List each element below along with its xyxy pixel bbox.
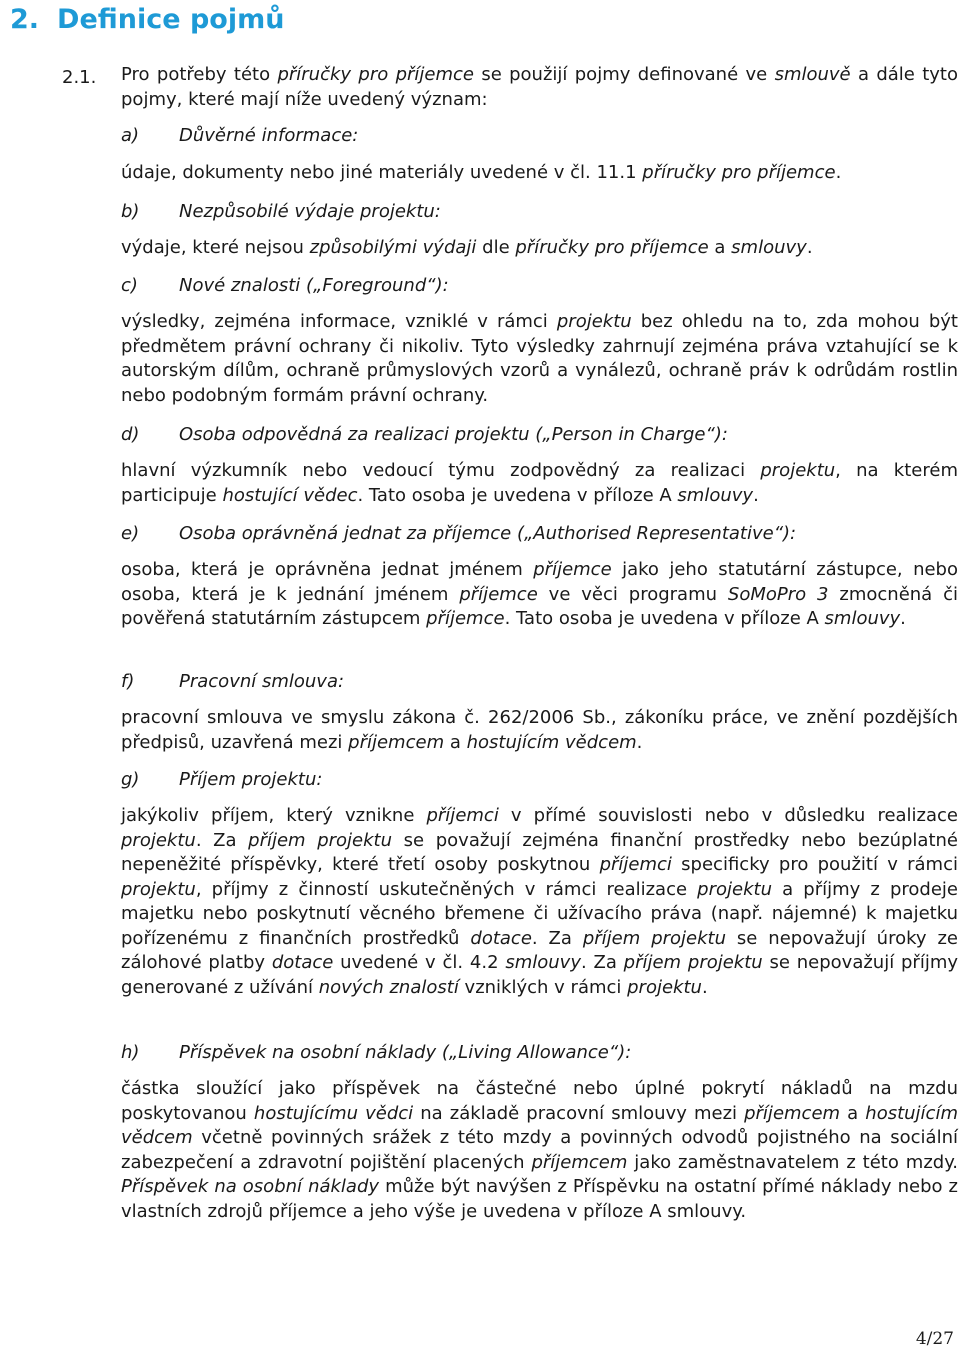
term-title-g (121, 768, 322, 792)
term-letter: a) (121, 125, 140, 146)
text-run: . Za (580, 952, 624, 973)
term-title-d (121, 423, 728, 447)
text-run: a (708, 237, 732, 258)
text-run: . (835, 162, 842, 183)
text-run: na základě pracovní smlouvy mezi (413, 1102, 745, 1124)
term-title: Osoba oprávněná jednat za příjemce („Authorised Representative“): (179, 523, 797, 544)
term-body-b (121, 236, 958, 261)
italic-term: smlouvy (731, 237, 807, 258)
italic-term: nových znalostí (318, 976, 459, 998)
term-letter: h) (121, 1042, 140, 1063)
italic-term: příručky pro příjemce (515, 237, 709, 258)
italic-term: příjemci (426, 805, 499, 826)
text-run: vzniklých v rámci (458, 976, 628, 998)
section-number: 2. (10, 4, 40, 35)
section-title: Definice pojmů (57, 4, 285, 35)
italic-term: způsobilými výdaji (309, 237, 477, 258)
text-run: ve věci programu (537, 583, 728, 605)
term-body-c (121, 310, 958, 408)
text-run: dle (476, 237, 516, 258)
page-number: 4/27 (915, 1329, 954, 1349)
text-run: . Za (195, 829, 249, 851)
italic-term: projektu (760, 460, 836, 481)
term-title: Příspěvek na osobní náklady („Living Allowance“): (179, 1042, 632, 1063)
term-title-a (121, 124, 358, 148)
italic-term: příjemcem (531, 1151, 628, 1173)
term-title-e (121, 522, 796, 546)
intro-paragraph (121, 63, 958, 112)
italic-term: dotace (470, 927, 532, 949)
text-run: . Za (531, 927, 583, 949)
term-title: Příjem projektu: (179, 769, 323, 790)
italic-term: příjemce (533, 559, 612, 580)
italic-term: příjem projektu (582, 927, 726, 949)
text-run: Pro potřeby této (121, 64, 278, 85)
text-run: částka sloužící jako příspěvek na částečné nebo úplné pokrytí nákladů na mzdu poskytovanou (121, 1078, 958, 1124)
italic-term: příjem projektu (248, 829, 393, 851)
italic-term: smlouvy (505, 952, 581, 973)
italic-term: projektu (121, 829, 196, 851)
text-run: jakýkoliv příjem, který vznikne (121, 805, 427, 826)
italic-term: projektu (627, 976, 702, 998)
term-body-h (121, 1077, 958, 1224)
text-run: a příjmy z prodeje majetku nebo poskytnutí věcného břemene či užívacího práva (např. nájemné) k majetku pořízenému z finančních prostředků (121, 878, 958, 949)
term-title-f (121, 670, 344, 694)
text-run: jako zaměstnavatelem z této mzdy. (627, 1151, 958, 1173)
italic-term: příjemce (459, 583, 538, 605)
text-run: výdaje, které nejsou (121, 237, 310, 258)
term-body-f (121, 706, 958, 755)
term-letter: e) (121, 523, 140, 544)
italic-term: projektu (121, 878, 196, 900)
text-run: osoba, která je oprávněna jednat jménem (121, 559, 534, 580)
intro-number: 2.1. (62, 67, 97, 88)
text-run: a (840, 1102, 866, 1124)
term-title: Osoba odpovědná za realizaci projektu („Person in Charge“): (179, 424, 728, 445)
text-run: se nepovažují příjmy generované z užívání (121, 952, 959, 998)
text-run: výsledky, zejména informace, vzniklé v rámci (121, 311, 557, 332)
italic-term: smlouvy (677, 484, 754, 506)
text-run: pracovní smlouva ve smyslu zákona č. 262/2006 Sb., zákoníku práce, ve znění pozdějších předpisů, uzavřená mezi (121, 707, 958, 753)
text-run: . (900, 608, 906, 629)
italic-term: Příspěvek na osobní náklady (121, 1176, 380, 1197)
text-run: , na kterém participuje (121, 460, 958, 506)
text-run: zmocněná či pověřená statutárním zástupcem (121, 583, 958, 629)
italic-term: projektu (697, 878, 772, 900)
text-run: se použijí pojmy definované ve (473, 64, 775, 85)
italic-term: hostujícím vědcem (121, 1102, 958, 1148)
italic-term: smlouvě (774, 64, 851, 85)
italic-term: příjemcem (744, 1102, 841, 1124)
term-title: Pracovní smlouva: (179, 671, 345, 692)
text-run: . (701, 976, 708, 998)
term-title-c (121, 274, 449, 298)
text-run: specificky pro použití v rámci (671, 854, 958, 875)
italic-term: hostujícím vědcem (466, 731, 637, 753)
text-run: . Tato osoba je uvedena v příloze A (357, 484, 678, 506)
term-body-g (121, 804, 958, 1000)
text-run: se považují zejména finanční prostředky nebo bezúplatné nepeněžité příspěvky, které třetí osoby poskytnou (121, 829, 959, 875)
term-letter: b) (121, 201, 140, 222)
term-body-a (121, 161, 958, 186)
text-run: hlavní výzkumník nebo vedoucí týmu zodpovědný za realizaci (121, 460, 761, 481)
italic-term: příručky pro příjemce (642, 162, 836, 183)
text-run: včetně povinných srážek z této mzdy a povinných odvodů pojistného na sociální zabezpečení a zdravotní pojištění placených (121, 1127, 958, 1173)
term-letter: g) (121, 769, 140, 790)
text-run: a dále tyto pojmy, které mají níže uvedený význam: (121, 64, 958, 110)
text-run: jako jeho statutární zástupce, nebo osoba, která je k jednání jménem (121, 559, 958, 605)
text-run: . (806, 237, 813, 258)
text-run: uvedené v čl. 4.2 (333, 952, 506, 973)
italic-term: příručky pro příjemce (277, 64, 474, 85)
text-run: bez ohledu na to, zda mohou být předmětem právní ochrany či nikoliv. Tyto výsledky zahrnují zejména práva vztahující se k autorským dílům, ochraně průmyslových vzorů a vynálezů, ochraně práv k odrůdám rostlin nebo podobným formám právní ochrany. (121, 311, 958, 406)
term-letter: c) (121, 275, 138, 296)
term-body-e (121, 558, 958, 632)
italic-term: projektu (556, 311, 632, 332)
text-run: údaje, dokumenty nebo jiné materiály uvedené v čl. 11.1 (121, 162, 643, 183)
italic-term: příjemci (599, 854, 672, 875)
term-title: Nové znalosti („Foreground“): (179, 275, 449, 296)
italic-term: SoMoPro 3 (727, 583, 829, 605)
text-run: v přímé souvislosti nebo v důsledku realizace (498, 805, 958, 826)
italic-term: hostujícímu vědci (253, 1102, 414, 1124)
text-run: . (636, 731, 643, 753)
italic-term: příjemcem (348, 731, 445, 753)
text-run: . (753, 484, 759, 506)
term-title: Důvěrné informace: (179, 125, 359, 146)
text-run: . Tato osoba je uvedena v příloze A (504, 608, 825, 629)
term-title: Nezpůsobilé výdaje projektu: (179, 201, 441, 222)
term-title-b (121, 200, 441, 224)
italic-term: dotace (271, 952, 334, 973)
text-run: může být navýšen z Příspěvku na ostatní přímé náklady nebo z vlastních zdrojů příjemce a jeho výše je uvedena v příloze A smlouvy. (121, 1176, 958, 1222)
text-run: a (444, 731, 467, 753)
text-run: se nepovažují úroky ze zálohové platby (121, 927, 958, 973)
term-body-d (121, 459, 958, 508)
italic-term: smlouvy (824, 608, 901, 629)
italic-term: hostující vědec (222, 484, 358, 506)
term-letter: d) (121, 424, 140, 445)
italic-term: příjemce (426, 608, 505, 629)
section-heading (10, 0, 284, 40)
text-run: , příjmy z činností uskutečněných v rámci realizace (195, 878, 698, 900)
italic-term: příjem projektu (623, 952, 763, 973)
term-title-h (121, 1041, 631, 1065)
term-letter: f) (121, 671, 135, 692)
